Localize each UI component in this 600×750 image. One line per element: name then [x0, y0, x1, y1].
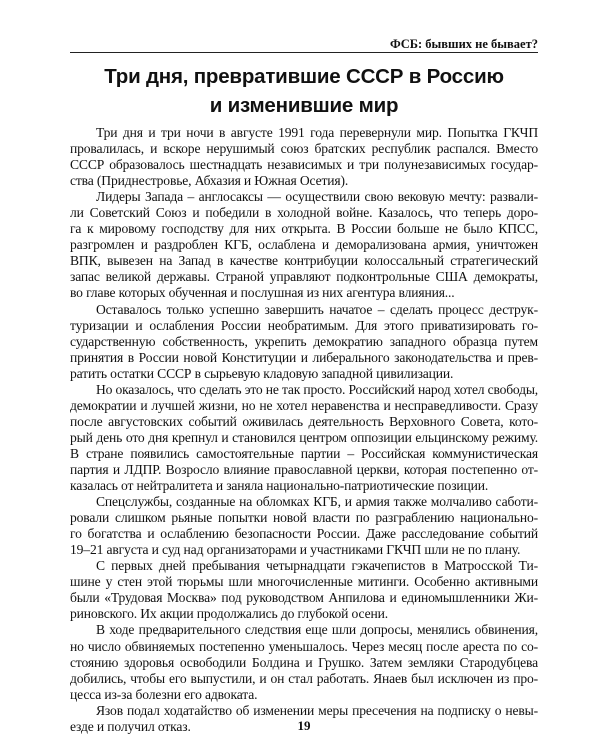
text-line: запас великой державы. Страной управляют подконтрольные США демократы, [70, 269, 538, 285]
text-line: Язов подал ходатайство об изменении меры пресечения на подписку о невы- [96, 702, 538, 718]
text-line: но число обвиняемых постепенно уменьшалось. Через месяц после ареста по со- [70, 638, 538, 654]
text-line: езде и получил отказ. [70, 718, 191, 734]
text-line: принятия в России новой Конституции и либерального законодательства и прев- [70, 349, 538, 365]
paragraph [70, 125, 538, 189]
text-line: были «Трудовая Москва» под руководством Анпилова и единомышленники Жи- [70, 590, 538, 606]
text-line: цесса из-за болезни его адвоката. [70, 686, 258, 702]
text-line: туризации и ослабления России необратимым. Для этого приватизировать го- [70, 317, 538, 333]
text-line: Но оказалось, что сделать это не так просто. Российский народ хотел свободы, [96, 381, 538, 397]
text-line: га к мировому господству для них открыта. В России больше не было КПСС, [70, 221, 538, 237]
text-line: 19–21 августа и суд над организаторами и участниками ГКЧП шли не по плану. [70, 542, 521, 558]
text-line: СССР образовалось шестнадцать независимых и три полунезависимых государ- [70, 157, 538, 173]
text-line: демократии и лучшей жизни, но не хотел неравенства и несправедливости. Сразу [70, 397, 538, 413]
text-line: ратить остатки СССР в сырьевую кладовую западной цивилизации. [70, 365, 454, 381]
text-line: Лидеры Запада – англосаксы — осуществили свою вековую мечту: развали- [96, 189, 538, 205]
text-line: Спецслужбы, созданные на обломках КГБ, и армия также молчаливо саботи- [96, 494, 538, 510]
paragraph [70, 189, 538, 301]
text-line: разгромлен и раздроблен КГБ, ослаблена и деморализована армия, уничтожен [70, 237, 538, 253]
paragraph [70, 382, 538, 494]
text-line: партия и ЛДПР. Возросло влияние православной церкви, которая постепенно от- [70, 461, 538, 477]
running-header: ФСБ: бывших не бывает? [389, 37, 538, 51]
text-line: Три дня и три ночи в августе 1991 года перевернули мир. Попытка ГКЧП [96, 125, 538, 140]
text-line: ровали слишком рьяные попытки новой власти по разграблению национально- [70, 510, 538, 526]
paragraph [70, 622, 538, 702]
text-line: добились, чтобы его выпустили, и он стал работать. Янаев был исключен из про- [70, 670, 538, 686]
text-line: сударственную собственность, укрепить демократию западного образца путем [70, 333, 538, 349]
text-line: шине у стен этой тюрьмы шли многочисленные митинги. Особенно активными [70, 574, 538, 590]
chapter-title-line-2: и изменившие мир [209, 94, 399, 117]
text-line: ства (Приднестровье, Абхазия и Южная Осетия). [70, 173, 349, 189]
header-rule [70, 52, 538, 53]
text-line: после августовских событий оживилась деятельность Верховного Совета, кото- [70, 413, 538, 429]
chapter-title-line-1: Три дня, превратившие СССР в Россию [104, 65, 504, 88]
text-line: стоянию здоровья освободили Болдина и Грушко. Затем земляки Стародубцева [70, 654, 538, 670]
text-line: С первых дней пребывания четырнадцати гэкачепистов в Матросской Ти- [96, 558, 538, 574]
text-line: риновского. Их акции продолжались до глубокой осени. [70, 606, 388, 622]
chapter-title [70, 62, 538, 120]
body-text [70, 125, 538, 735]
text-line: провалилась, и вскоре нерушимый союз братских республик распался. Вместо [70, 141, 538, 157]
page-number: 19 [297, 718, 311, 733]
text-line: казалась от нейтралитета и заняла национально-патриотические позиции. [70, 478, 489, 494]
paragraph [70, 302, 538, 382]
text-line: ВПК, вывезен на Запад в качестве контрибуции колоссальный стратегический [70, 253, 538, 269]
text-line: во главе которых обученная и послушная из них агентура влияния... [70, 285, 455, 301]
paragraph [70, 558, 538, 622]
text-line: В ходе предварительного следствия еще шли допросы, менялись обвинения, [96, 622, 538, 638]
text-line: го богатства и ослаблению безопасности России. Даже расследование событий [70, 526, 538, 542]
text-line: рый день ото дня крепнул и становился центром оппозиции ельцинскому режиму. [70, 429, 538, 445]
text-line: В стране появились самостоятельные партии – Российская коммунистическая [70, 445, 538, 461]
text-line: ли Советский Союз и победили в холодной войне. Казалось, что теперь доро- [70, 205, 538, 221]
paragraph [70, 494, 538, 558]
text-line: Оставалось только успешно завершить начатое – сделать процесс деструк- [96, 301, 538, 317]
